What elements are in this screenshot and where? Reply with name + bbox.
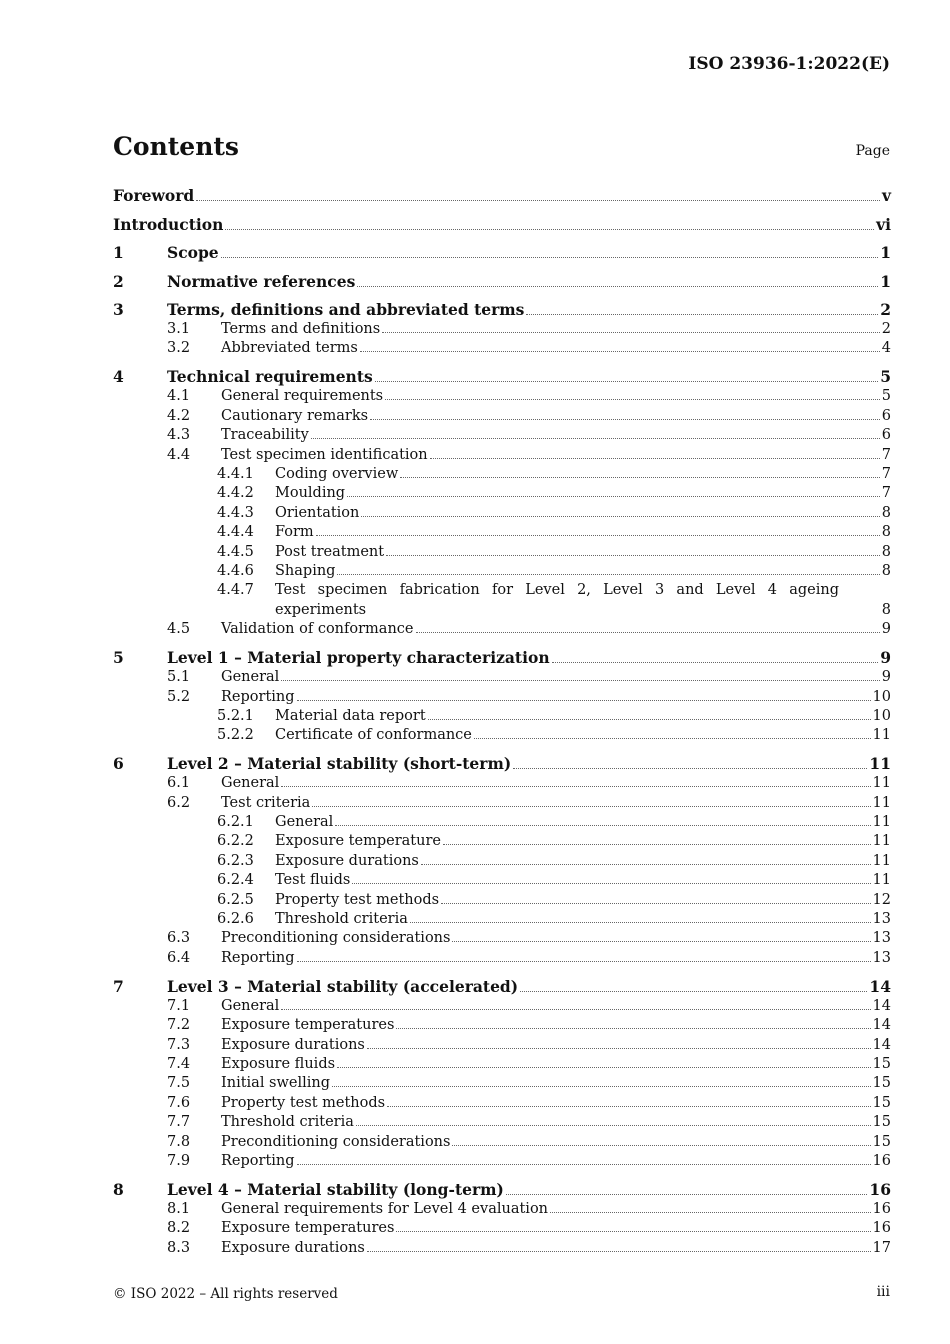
toc-entry-page: 9 [881, 621, 891, 638]
dot-leader [281, 786, 870, 787]
dot-leader [281, 680, 879, 681]
toc-entry-number: 4.4 [167, 446, 191, 463]
toc-entry-page: 11 [872, 727, 891, 744]
toc-entry[interactable] [113, 339, 891, 358]
toc-entry-title: General [275, 814, 334, 831]
toc-entry-title: Material data report [275, 707, 426, 724]
toc-entry-number: 6.3 [167, 930, 191, 947]
toc-entry[interactable] [113, 465, 891, 484]
dot-leader [396, 1231, 870, 1232]
toc-entry-number: 6 [113, 754, 124, 774]
toc-entry-title: Test specimen fabrication for Level 2, Level 3 and Level 4 ageing experiments [275, 582, 839, 618]
toc-entry-title: Exposure temperatures [221, 1220, 395, 1237]
toc-entry[interactable] [113, 581, 891, 620]
toc-entry-page: vi [876, 214, 891, 234]
toc-entry[interactable] [113, 272, 891, 292]
toc-entry-number: 1 [113, 243, 124, 262]
toc-entry-number: 6.2.5 [217, 891, 254, 908]
dot-leader [281, 1009, 870, 1010]
dot-leader [337, 574, 879, 575]
toc-entry-title: Cautionary remarks [221, 407, 369, 424]
dot-leader [361, 516, 879, 517]
toc-entry-page: 8 [881, 524, 891, 541]
toc-entry-title: General [221, 775, 280, 792]
toc-entry[interactable] [113, 997, 891, 1016]
toc-entry[interactable] [113, 186, 891, 206]
toc-entry[interactable] [113, 891, 891, 910]
toc-entry[interactable] [113, 504, 891, 523]
toc-entry-number: 4.4.1 [217, 465, 254, 482]
toc-entry-number: 7 [113, 976, 124, 996]
dot-leader [400, 477, 880, 478]
toc-entry-title: Exposure durations [221, 1239, 365, 1256]
toc-entry[interactable] [113, 1113, 891, 1132]
dot-leader [520, 991, 867, 992]
toc-entry[interactable] [113, 774, 891, 793]
dot-leader [352, 883, 870, 884]
toc-entry-page: 15 [872, 1075, 891, 1092]
toc-entry-page: 11 [869, 754, 891, 774]
dot-leader [443, 844, 871, 845]
toc-entry-number: 6.2.6 [217, 911, 254, 928]
toc-entry-number: 7.2 [167, 1017, 191, 1034]
toc-entry-title: Preconditioning considerations [221, 930, 451, 947]
toc-entry-page: 10 [872, 707, 891, 724]
toc-entry-number: 4.4.7 [217, 582, 254, 599]
toc-entry-page: 14 [872, 1036, 891, 1053]
toc-entry-page: 4 [881, 340, 891, 357]
toc-entry-page: 6 [881, 427, 891, 444]
dot-leader [386, 555, 880, 556]
dot-leader [387, 1106, 870, 1107]
toc-entry-title: Reporting [221, 688, 295, 705]
dot-leader [421, 864, 871, 865]
toc-entry-number: 7.3 [167, 1036, 191, 1053]
toc-entry-title: Terms, definitions and abbreviated terms [167, 300, 525, 319]
toc-entry-page: 7 [881, 446, 891, 463]
toc-entry-page: 14 [872, 1017, 891, 1034]
toc-entry-title: General [221, 669, 280, 686]
toc-entry-page: 9 [880, 648, 891, 668]
toc-entry-title: Technical requirements [167, 367, 373, 387]
toc-entry-title: Threshold criteria [275, 911, 408, 928]
toc-entry-page: 15 [872, 1133, 891, 1150]
dot-leader [416, 632, 880, 633]
toc-entry[interactable] [113, 707, 891, 726]
toc-entry-title: Exposure durations [275, 852, 419, 869]
toc-entry-title: Coding overview [275, 465, 399, 482]
toc-entry-title: Abbreviated terms [221, 340, 358, 357]
dot-leader [375, 381, 878, 382]
dot-leader [550, 1212, 871, 1213]
toc-entry-page: 11 [872, 814, 891, 831]
toc-entry-page: 13 [872, 930, 891, 947]
toc-entry-title: Test specimen identification [221, 446, 428, 463]
toc-entry-title: Orientation [275, 504, 360, 521]
toc-entry[interactable] [113, 794, 891, 813]
toc-entry[interactable] [113, 1219, 891, 1238]
toc-entry-page: 8 [881, 504, 891, 521]
toc-entry-title: Normative references [167, 271, 356, 291]
dot-leader [337, 1067, 871, 1068]
toc-entry-page: 17 [872, 1239, 891, 1256]
dot-leader [297, 700, 871, 701]
toc-entry[interactable] [113, 1200, 891, 1219]
page-column-label: Page [855, 143, 890, 159]
toc-entry[interactable] [113, 754, 891, 774]
toc-entry-page: 7 [881, 465, 891, 482]
toc-entry[interactable] [113, 426, 891, 445]
toc-entry-page: 16 [869, 1179, 891, 1199]
toc-entry-number: 4.4.4 [217, 524, 254, 541]
dot-leader [385, 399, 880, 400]
toc-entry-page: 7 [881, 485, 891, 502]
toc-entry[interactable] [113, 320, 891, 339]
toc-entry[interactable] [113, 688, 891, 707]
dot-leader [428, 719, 871, 720]
toc-entry-number: 5.2.1 [217, 707, 254, 724]
dot-leader [382, 332, 880, 333]
toc-entry[interactable] [113, 852, 891, 871]
toc-entry-number: 4.4.6 [217, 562, 254, 579]
toc-entry-page: 11 [872, 794, 891, 811]
toc-entry-page: 13 [872, 911, 891, 928]
toc-entry-page: 15 [872, 1114, 891, 1131]
toc-entry-title: Reporting [221, 949, 295, 966]
toc-entry-page: 11 [872, 872, 891, 889]
toc-entry-number: 6.2.4 [217, 872, 254, 889]
toc-entry[interactable] [113, 910, 891, 929]
dot-leader [335, 825, 870, 826]
toc-entry-title: General [221, 997, 280, 1014]
toc-entry-number: 7.1 [167, 997, 191, 1014]
toc-entry-page: 6 [881, 407, 891, 424]
dot-leader [452, 1145, 870, 1146]
toc-entry-page: v [881, 186, 891, 205]
toc-entry-number: 6.2.3 [217, 852, 254, 869]
toc-entry[interactable] [113, 949, 891, 968]
toc-entry[interactable] [113, 446, 891, 465]
toc-entry-page: 1 [880, 271, 891, 291]
toc-entry-number: 4.1 [167, 388, 191, 405]
copyright-notice: © ISO 2022 – All rights reserved [113, 1286, 338, 1302]
toc-entry[interactable] [113, 977, 891, 997]
toc-entry-number: 5 [113, 648, 124, 668]
toc-entry-page: 12 [872, 891, 891, 908]
toc-entry-title: Moulding [275, 485, 346, 502]
toc-entry-title: Form [275, 524, 314, 541]
toc-entry[interactable] [113, 523, 891, 542]
dot-leader [452, 941, 870, 942]
toc-entry-number: 7.9 [167, 1153, 191, 1170]
toc-entry-number: 7.5 [167, 1075, 191, 1092]
toc-entry-number: 6.2.2 [217, 833, 254, 850]
toc-entry-page: 15 [872, 1094, 891, 1111]
toc-entry-title: General requirements [221, 388, 384, 405]
dot-leader [410, 922, 871, 923]
dot-leader [396, 1028, 870, 1029]
toc-entry-title: Threshold criteria [221, 1114, 354, 1131]
page-number: iii [876, 1284, 890, 1300]
dot-leader [357, 286, 878, 287]
toc-entry-number: 2 [113, 271, 124, 291]
toc-entry-title: Post treatment [275, 543, 385, 560]
dot-leader [356, 1125, 871, 1126]
dot-leader [367, 1048, 871, 1049]
document-id: ISO 23936-1:2022(E) [688, 54, 890, 74]
dot-leader [312, 806, 870, 807]
toc-entry-number: 7.7 [167, 1114, 191, 1131]
toc-entry[interactable] [113, 1074, 891, 1093]
toc-entry-title: Initial swelling [221, 1075, 331, 1092]
dot-leader [506, 1194, 868, 1195]
toc-entry-title: Exposure durations [221, 1036, 365, 1053]
toc-entry[interactable] [113, 1094, 891, 1113]
toc-entry[interactable] [113, 407, 891, 426]
toc-entry-number: 5.1 [167, 669, 191, 686]
toc-entry-number: 4.2 [167, 407, 191, 424]
toc-entry-page: 5 [881, 388, 891, 405]
toc-entry[interactable] [113, 1133, 891, 1152]
dot-leader [347, 496, 880, 497]
toc-entry[interactable] [113, 668, 891, 687]
toc-entry-title: Foreword [113, 186, 195, 205]
toc-entry-number: 6.2.1 [217, 814, 254, 831]
toc-entry-number: 3 [113, 300, 124, 319]
toc-entry[interactable] [113, 871, 891, 890]
toc-entry[interactable] [113, 1016, 891, 1035]
dot-leader [370, 419, 880, 420]
toc-entry[interactable] [113, 1180, 891, 1200]
toc-entry-title: Level 1 – Material property characterization [167, 648, 550, 668]
toc-entry-title: Level 4 – Material stability (long-term) [167, 1179, 504, 1199]
toc-entry-title: Level 3 – Material stability (accelerated) [167, 976, 519, 996]
toc-entry[interactable] [113, 300, 891, 320]
toc-entry-number: 7.4 [167, 1056, 191, 1073]
dot-leader [360, 351, 880, 352]
toc-entry-page: 11 [872, 833, 891, 850]
toc-entry-title: Traceability [221, 427, 309, 444]
toc-entry-number: 3.1 [167, 321, 191, 337]
toc-entry-title: Test criteria [221, 794, 311, 811]
toc-entry[interactable] [113, 484, 891, 503]
toc-entry-number: 4 [113, 367, 124, 387]
dot-leader [221, 257, 879, 258]
toc-entry-page: 11 [872, 852, 891, 869]
toc-entry-page: 2 [880, 300, 891, 319]
toc-entry-number: 7.8 [167, 1133, 191, 1150]
toc-entry-page: 16 [872, 1200, 891, 1217]
toc-entry-page: 1 [880, 243, 891, 262]
toc-entry-number: 5.2 [167, 688, 191, 705]
toc-entry[interactable] [113, 562, 891, 581]
dot-leader [316, 535, 880, 536]
dot-leader [225, 229, 874, 230]
toc-entry-number: 4.4.5 [217, 543, 254, 560]
toc-entry-number: 4.4.2 [217, 485, 254, 502]
contents-heading: Contents [113, 132, 240, 161]
toc-entry-title: Certificate of conformance [275, 727, 472, 744]
toc-entry-title: Property test methods [275, 891, 440, 908]
dot-leader [526, 314, 878, 315]
toc-entry[interactable] [113, 620, 891, 639]
toc-entry-page: 8 [881, 601, 891, 618]
toc-entry-title: Terms and definitions [221, 321, 381, 337]
toc-entry-title: Introduction [113, 214, 224, 234]
toc-entry-page: 10 [872, 688, 891, 705]
dot-leader [430, 458, 880, 459]
toc-entry[interactable] [113, 1239, 891, 1258]
toc-entry[interactable] [113, 215, 891, 235]
toc-entry[interactable] [113, 929, 891, 948]
dot-leader [552, 662, 879, 663]
dot-leader [474, 738, 871, 739]
dot-leader [196, 200, 880, 201]
toc-entry-number: 6.1 [167, 775, 191, 792]
toc-entry-number: 7.6 [167, 1094, 191, 1111]
toc-entry-number: 6.2 [167, 794, 191, 811]
toc-entry-number: 4.5 [167, 621, 191, 638]
toc-entry[interactable] [113, 387, 891, 406]
toc-entry-page: 16 [872, 1220, 891, 1237]
toc-entry-number: 5.2.2 [217, 727, 254, 744]
toc-entry[interactable] [113, 726, 891, 745]
toc-entry-page: 16 [872, 1153, 891, 1170]
toc-entry-page: 8 [881, 543, 891, 560]
toc-entry-number: 8.3 [167, 1239, 191, 1256]
toc-entry[interactable] [113, 648, 891, 668]
toc-entry-number: 8.2 [167, 1220, 191, 1237]
toc-entry-title: Reporting [221, 1153, 295, 1170]
toc-entry[interactable] [113, 813, 891, 832]
toc-entry-number: 6.4 [167, 949, 191, 966]
toc-entry-title: General requirements for Level 4 evaluation [221, 1200, 549, 1217]
dot-leader [297, 961, 871, 962]
toc-entry-title: Shaping [275, 562, 336, 579]
toc-entry-page: 2 [881, 321, 891, 337]
toc-entry-title: Validation of conformance [221, 621, 414, 638]
toc-entry-number: 4.3 [167, 427, 191, 444]
toc-entry-page: 14 [872, 997, 891, 1014]
toc-entry-title: Exposure temperatures [221, 1017, 395, 1034]
toc-entry-page: 15 [872, 1056, 891, 1073]
toc-entry-page: 13 [872, 949, 891, 966]
toc-entry-title: Preconditioning considerations [221, 1133, 451, 1150]
dot-leader [367, 1251, 871, 1252]
dot-leader [297, 1164, 871, 1165]
toc-entry-title: Level 2 – Material stability (short-term) [167, 754, 512, 774]
toc-entry-title: Exposure temperature [275, 833, 441, 850]
toc-entry-number: 4.4.3 [217, 504, 254, 521]
toc-entry[interactable] [113, 1055, 891, 1074]
toc-entry-title: Test fluids [275, 872, 351, 889]
toc-entry-title: Exposure fluids [221, 1056, 336, 1073]
toc-entry-number: 8 [113, 1179, 124, 1199]
toc-entry[interactable] [113, 832, 891, 851]
dot-leader [332, 1086, 871, 1087]
dot-leader [441, 903, 870, 904]
toc-entry[interactable] [113, 1152, 891, 1171]
toc-entry[interactable] [113, 367, 891, 387]
toc-entry-page: 9 [881, 669, 891, 686]
toc-entry-page: 8 [881, 562, 891, 579]
toc-entry-number: 8.1 [167, 1200, 191, 1217]
toc-entry-page: 14 [869, 976, 891, 996]
toc-entry[interactable] [113, 1036, 891, 1055]
toc-entry-number: 3.2 [167, 340, 191, 357]
dot-leader [311, 438, 880, 439]
toc-entry[interactable] [113, 243, 891, 263]
toc-entry-page: 11 [872, 775, 891, 792]
toc-entry[interactable] [113, 543, 891, 562]
toc-entry-title: Property test methods [221, 1094, 386, 1111]
table-of-contents [113, 186, 891, 1258]
dot-leader [513, 768, 867, 769]
toc-entry-title: Scope [167, 243, 219, 262]
toc-entry-page: 5 [880, 367, 891, 387]
